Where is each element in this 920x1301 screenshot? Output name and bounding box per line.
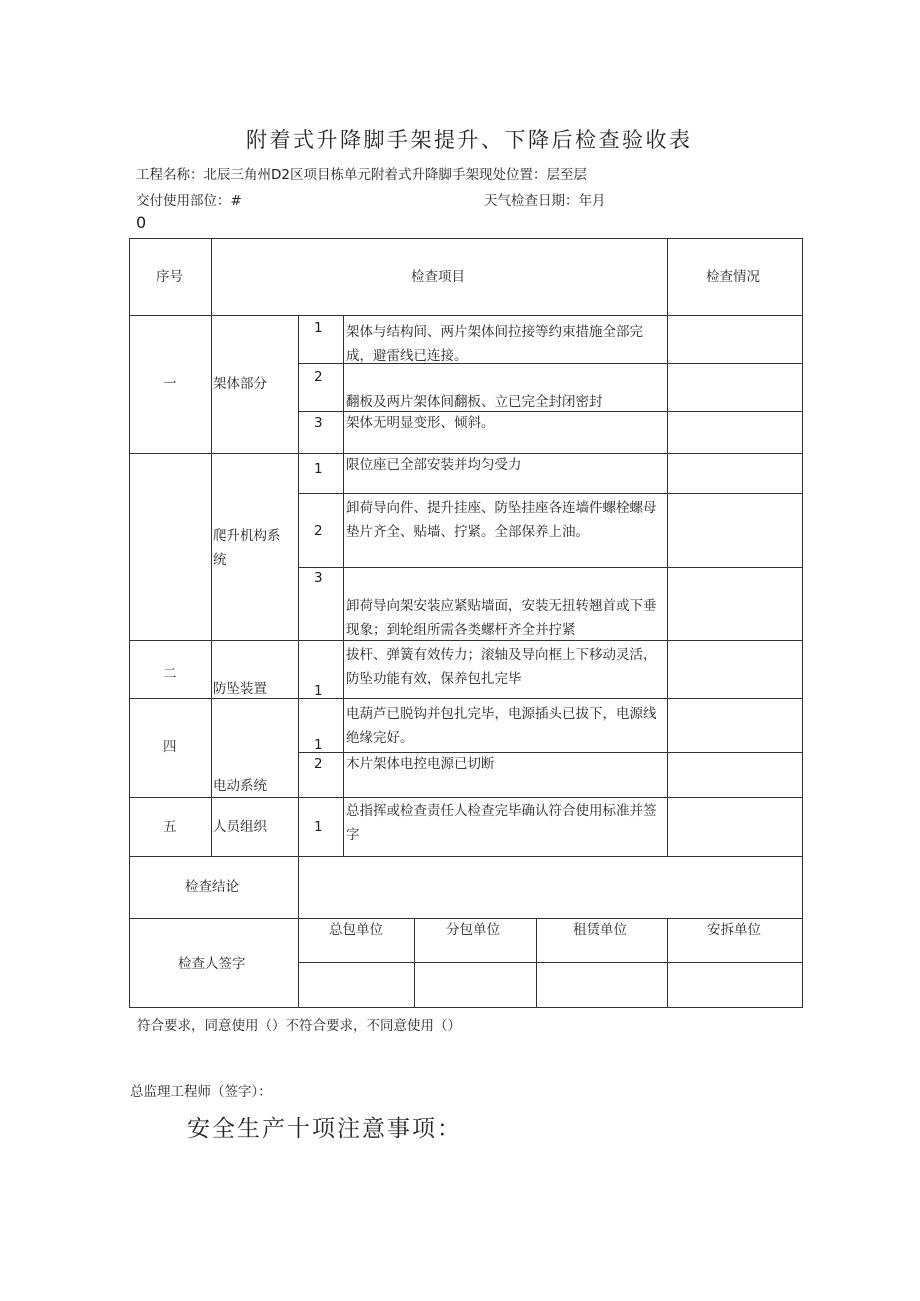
group-name: 电动系统 (213, 778, 267, 794)
signature-unit-rental: 租赁单位 (573, 922, 627, 938)
header-seq: 序号 (156, 269, 183, 285)
header-check-status: 检查情况 (706, 269, 760, 285)
project-info-line: 工程名称：北辰三角州D2区项目栋单元附着式升降脚手架现处位置：层至层 (136, 167, 587, 183)
signature-label: 检查人签字 (178, 956, 246, 972)
conclusion-label: 检查结论 (185, 879, 239, 895)
check-item-text: 翻板及两片架体间翻板、立已完全封闭密封 (346, 394, 603, 410)
check-item-text: 架体与结构间、两片架体间拉接等约束措施全部完成，避雷线已连接。 (346, 324, 643, 364)
row-number: 2 (314, 523, 323, 539)
check-item-text: 木片架体电控电源已切断 (346, 756, 495, 772)
row-number: 1 (314, 320, 323, 336)
row-number: 1 (314, 461, 323, 477)
check-item-text: 拔杆、弹簧有效传力；滚轴及导向框上下移动灵活，防坠功能有效，保养包扎完毕 (346, 647, 657, 687)
document-title: 附着式升降脚手架提升、下降后检查验收表 (246, 128, 693, 152)
group-name: 人员组织 (213, 819, 267, 835)
group-seq: 五 (163, 819, 177, 835)
signature-unit-sub: 分包单位 (446, 922, 500, 938)
check-item-text: 电葫芦已脱钩并包扎完毕，电源插头已拔下，电源线绝缘完好。 (346, 706, 657, 746)
check-item-text: 卸荷导向架安装应紧贴墙面，安装无扭转翘首或下垂现象；到轮组所需各类螺杆齐全并拧紧 (346, 598, 657, 638)
group-name: 架体部分 (213, 376, 267, 392)
weather-date-field: 天气检查日期：年月 (484, 193, 606, 209)
row-number: 1 (314, 737, 323, 753)
row-number: 3 (314, 415, 323, 431)
check-item-text: 限位座已全部安装并均匀受力 (346, 457, 522, 473)
check-item-text: 卸荷导向件、提升挂座、防坠挂座各连墙件螺栓螺母垫片齐全、贴墙、拧紧。全部保养上油。 (346, 500, 657, 540)
row-number: 1 (314, 683, 323, 699)
delivery-location-field: 交付使用部位：# (136, 193, 242, 209)
row-number: 2 (314, 756, 323, 772)
group-name: 爬升机构系统 (213, 528, 281, 568)
stray-zero-mark: 0 (136, 213, 147, 232)
check-item-text: 总指挥或检查责任人检查完毕确认符合使用标准并签字 (346, 803, 657, 843)
chief-engineer-signature: 总监理工程师（签字）： (130, 1084, 272, 1100)
row-number: 3 (314, 570, 323, 586)
safety-notes-heading: 安全生产十项注意事项： (187, 1116, 462, 1142)
header-check-item: 检查项目 (411, 269, 465, 285)
signature-unit-installer: 安拆单位 (707, 922, 761, 938)
group-seq: 二 (163, 666, 177, 682)
signature-unit-general: 总包单位 (329, 922, 383, 938)
check-item-text: 架体无明显变形、倾斜。 (346, 415, 495, 431)
group-name: 防坠装置 (213, 681, 267, 697)
group-seq: 一 (163, 376, 177, 392)
row-number: 1 (314, 819, 323, 835)
row-number: 2 (314, 369, 323, 385)
group-seq: 四 (163, 739, 177, 755)
approval-statement: 符合要求，同意使用（）不符合要求，不同意使用（） (137, 1018, 461, 1034)
